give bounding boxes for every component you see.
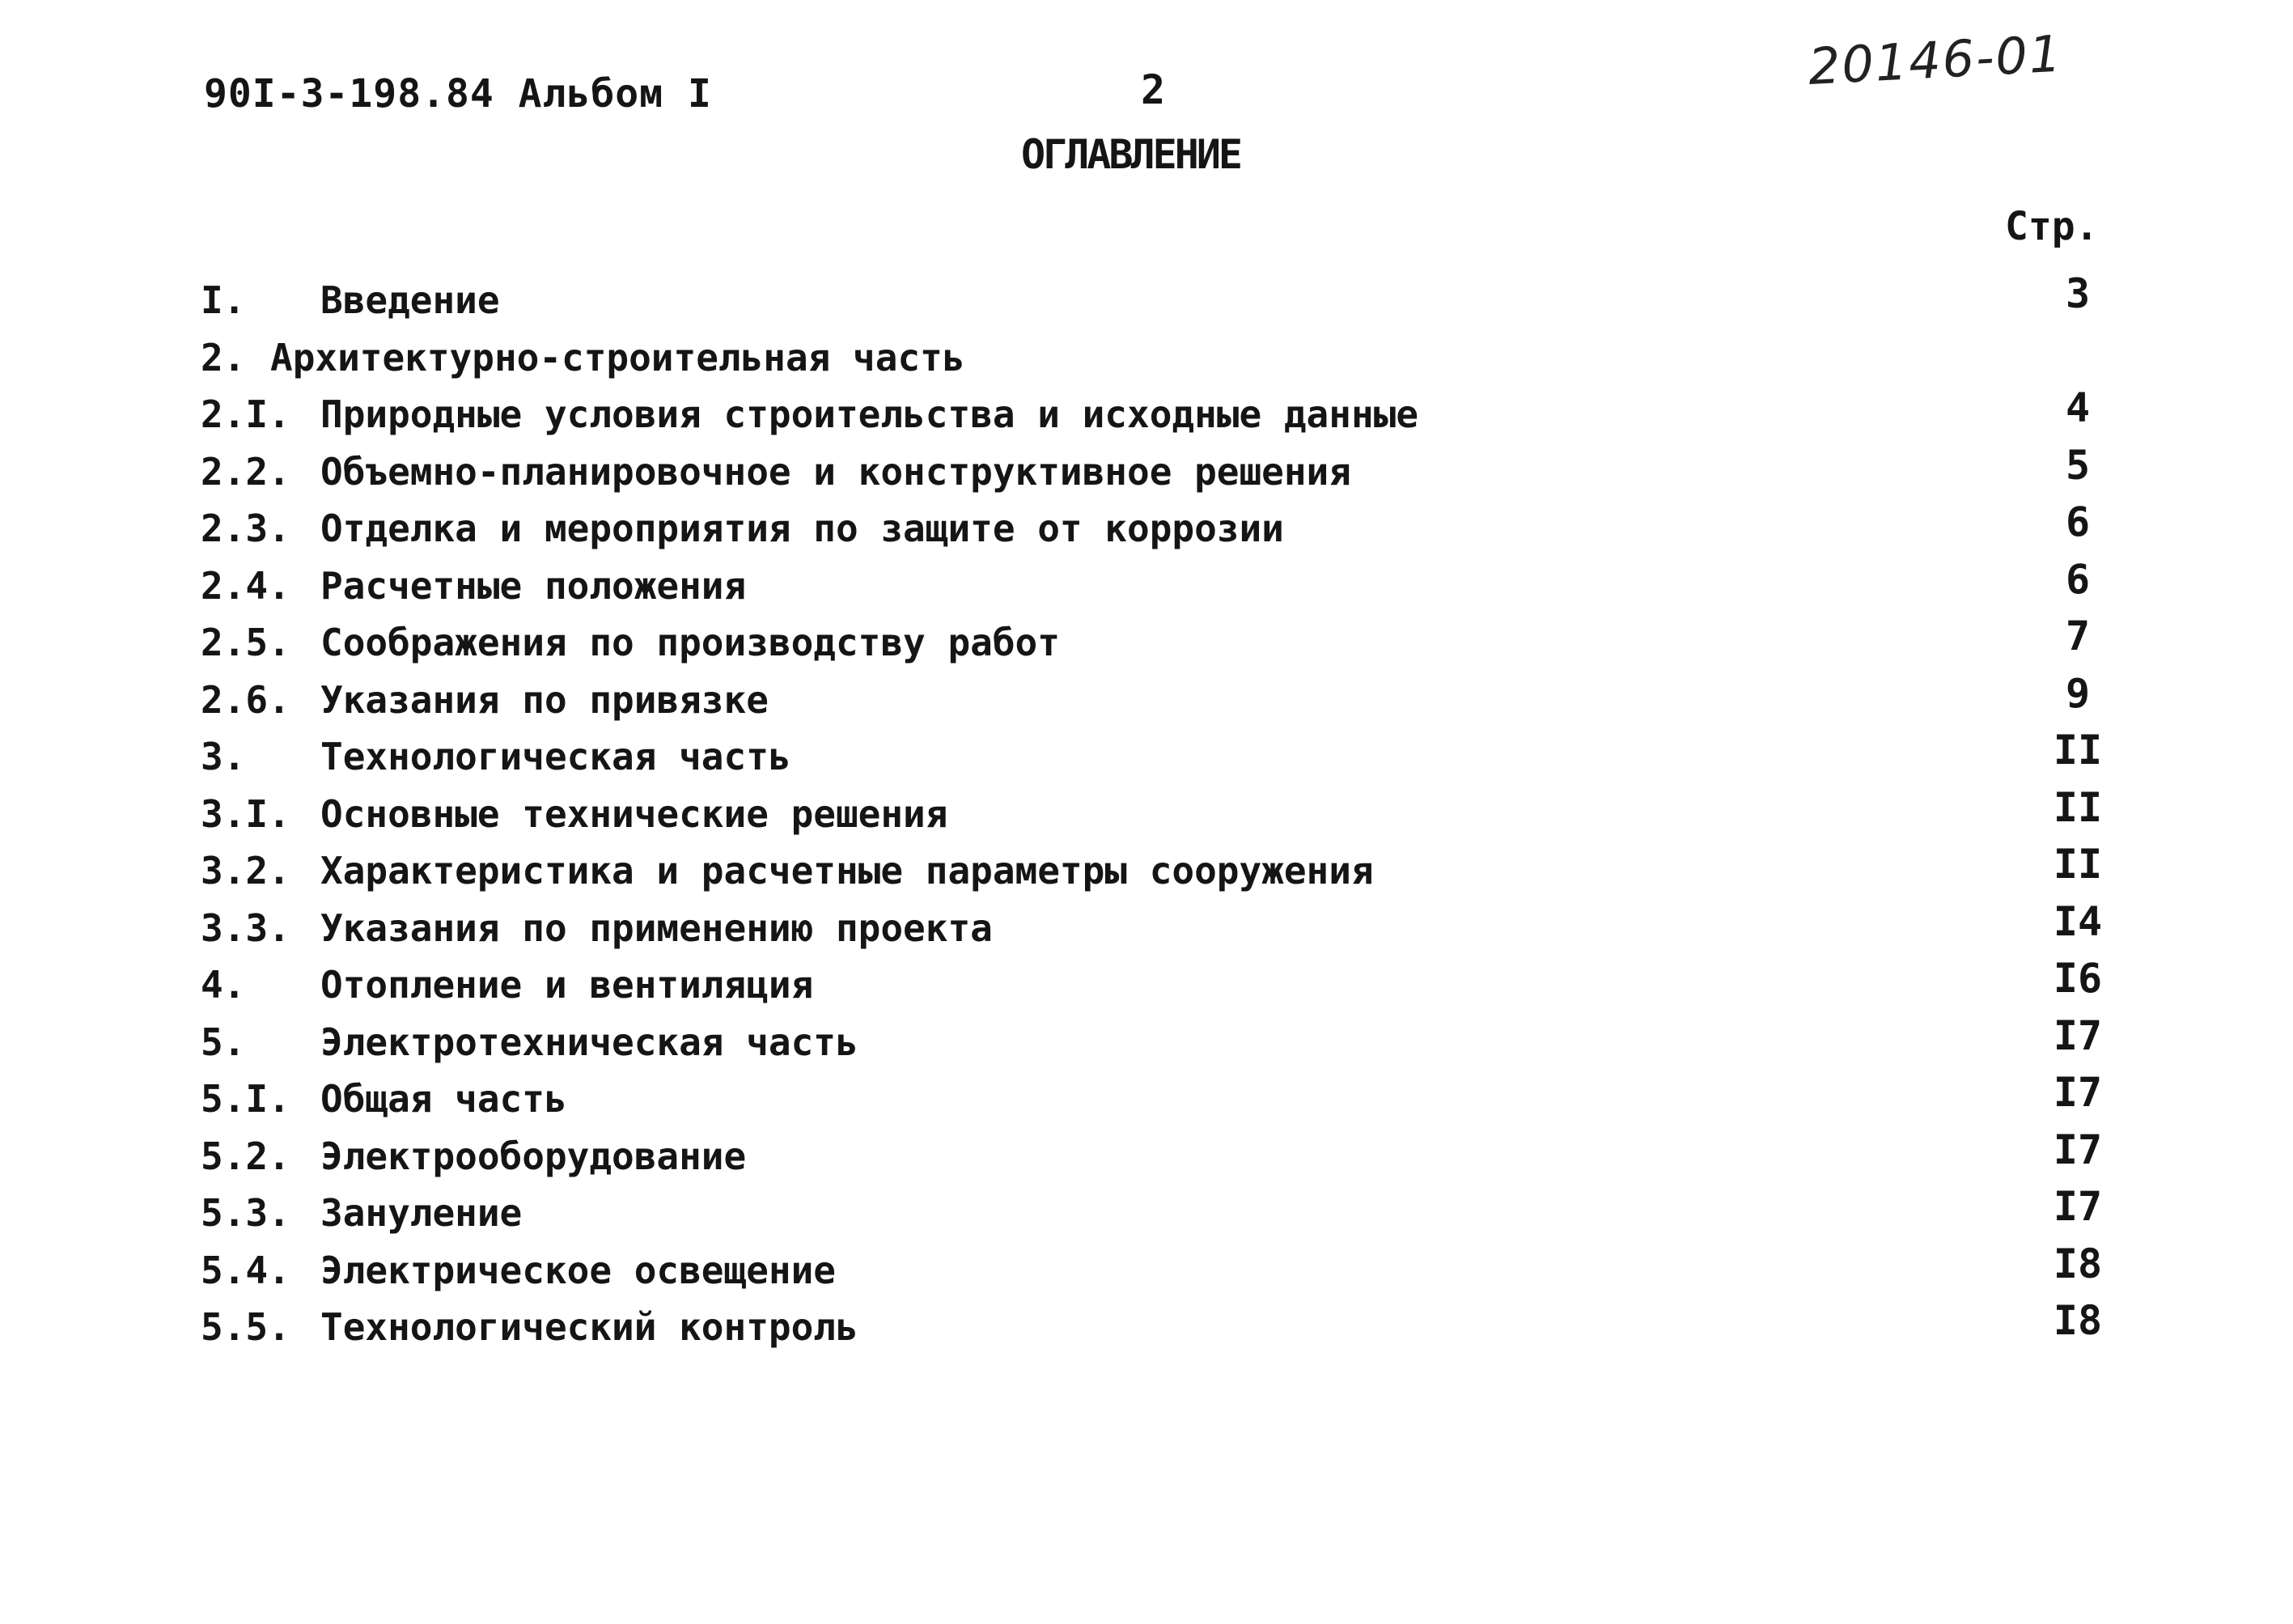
page-column-header: Стр. <box>2005 204 2099 249</box>
toc-entry <box>201 1011 2126 1071</box>
toc-entry-number: 5. <box>201 1020 246 1064</box>
toc-entry-number: 3.2. <box>201 849 290 893</box>
toc-entry-page: 5 <box>2065 441 2091 489</box>
toc-entry-title: Зануление <box>320 1191 523 1235</box>
toc-entry-title: Указания по применению проекта <box>320 905 993 950</box>
toc-entry-number: 2. <box>201 335 246 379</box>
toc-entry-page: 6 <box>2065 498 2091 545</box>
toc-entry <box>201 842 2126 900</box>
toc-entry-page: I4 <box>2053 897 2103 945</box>
toc-entry <box>201 272 2126 329</box>
toc-entry-number: 3. <box>201 735 246 778</box>
toc-entry-title: Основные технические решения <box>320 791 948 836</box>
toc-entry-title: Электротехническая часть <box>320 1020 858 1064</box>
toc-entry-page: I7 <box>2053 1183 2103 1230</box>
toc-entry-page: II <box>2053 727 2103 774</box>
toc-entry-title: Объемно-планировочное и конструктивное решения <box>320 449 1351 494</box>
toc-entry <box>201 329 2126 387</box>
toc-entry-title: Электрическое освещение <box>320 1248 836 1292</box>
toc-entry-page: II <box>2053 841 2103 888</box>
toc-entry-page: I8 <box>2053 1297 2103 1344</box>
toc-entry-number: 2.4. <box>201 563 290 608</box>
toc-entry-number: 2.5. <box>201 621 290 664</box>
toc-entry-number: 5.2. <box>201 1134 290 1178</box>
toc-entry-page: I7 <box>2053 1069 2103 1116</box>
toc-entry-number: 4. <box>201 963 246 1007</box>
toc-entry <box>201 1071 2126 1128</box>
toc-entry-number: 5.I. <box>201 1077 290 1121</box>
toc-entry-number: 2.I. <box>201 392 290 436</box>
toc-entry-number: 3.3. <box>201 905 290 950</box>
toc-entry-page: 9 <box>2065 669 2091 717</box>
toc-entry-number: 5.4. <box>201 1248 290 1292</box>
toc-entry-page: II <box>2053 783 2103 831</box>
toc-entry <box>201 1242 2126 1300</box>
table-of-contents <box>201 272 2126 1356</box>
toc-entry-page: 4 <box>2065 384 2091 431</box>
toc-entry <box>201 956 2126 1014</box>
toc-entry-page: I7 <box>2053 1126 2103 1173</box>
toc-entry <box>201 1128 2126 1185</box>
toc-entry <box>201 386 2126 443</box>
toc-entry-title: Технологический контроль <box>320 1305 858 1349</box>
toc-entry-title: Расчетные положения <box>320 563 747 608</box>
toc-entry-title: Характеристика и расчетные параметры сооружения <box>320 849 1374 893</box>
toc-entry-title: Электрооборудование <box>320 1134 747 1178</box>
toc-entry-page: 6 <box>2065 555 2091 603</box>
toc-entry-page: 3 <box>2065 270 2091 317</box>
toc-entry-page: 7 <box>2065 613 2091 659</box>
toc-entry <box>201 500 2126 558</box>
toc-entry <box>201 1299 2126 1356</box>
toc-entry-page: I7 <box>2053 1011 2103 1059</box>
toc-entry <box>201 1185 2126 1242</box>
page-number: 2 <box>1141 66 1166 113</box>
toc-entry-title: Соображения по производству работ <box>320 621 1060 664</box>
toc-entry <box>201 897 2126 957</box>
toc-entry-number: 3.I. <box>201 791 290 836</box>
page-title: ОГЛАВЛЕНИЕ <box>1021 131 1241 178</box>
toc-entry-title: Архитектурно-строительная часть <box>270 335 965 379</box>
toc-entry-title: Технологическая часть <box>320 735 791 778</box>
toc-entry-page: I8 <box>2053 1240 2103 1287</box>
toc-entry-title: Введение <box>320 278 500 322</box>
toc-entry-title: Отопление и вентиляция <box>320 963 814 1007</box>
toc-entry-title: Общая часть <box>320 1077 567 1121</box>
toc-entry <box>201 728 2126 786</box>
toc-entry-number: 5.5. <box>201 1305 290 1349</box>
toc-entry-page: I6 <box>2053 955 2103 1002</box>
document-code: 90I-3-198.84 Альбом I <box>204 71 712 117</box>
toc-entry <box>201 614 2126 672</box>
toc-entry-number: 5.3. <box>201 1191 290 1235</box>
toc-entry-title: Указания по привязке <box>320 677 769 722</box>
toc-entry-number: 2.2. <box>201 449 290 494</box>
toc-entry <box>201 669 2126 729</box>
handwritten-inventory-number: 20146-01 <box>1807 23 2064 96</box>
toc-entry <box>201 443 2126 501</box>
toc-entry-number: 2.3. <box>201 507 290 550</box>
toc-entry-number: 2.6. <box>201 677 290 722</box>
toc-entry-title: Отделка и мероприятия по защите от коррозии <box>320 507 1284 550</box>
toc-entry-number: I. <box>201 278 246 322</box>
toc-entry <box>201 783 2126 843</box>
toc-entry-title: Природные условия строительства и исходные данные <box>320 392 1419 436</box>
toc-entry <box>201 555 2126 615</box>
